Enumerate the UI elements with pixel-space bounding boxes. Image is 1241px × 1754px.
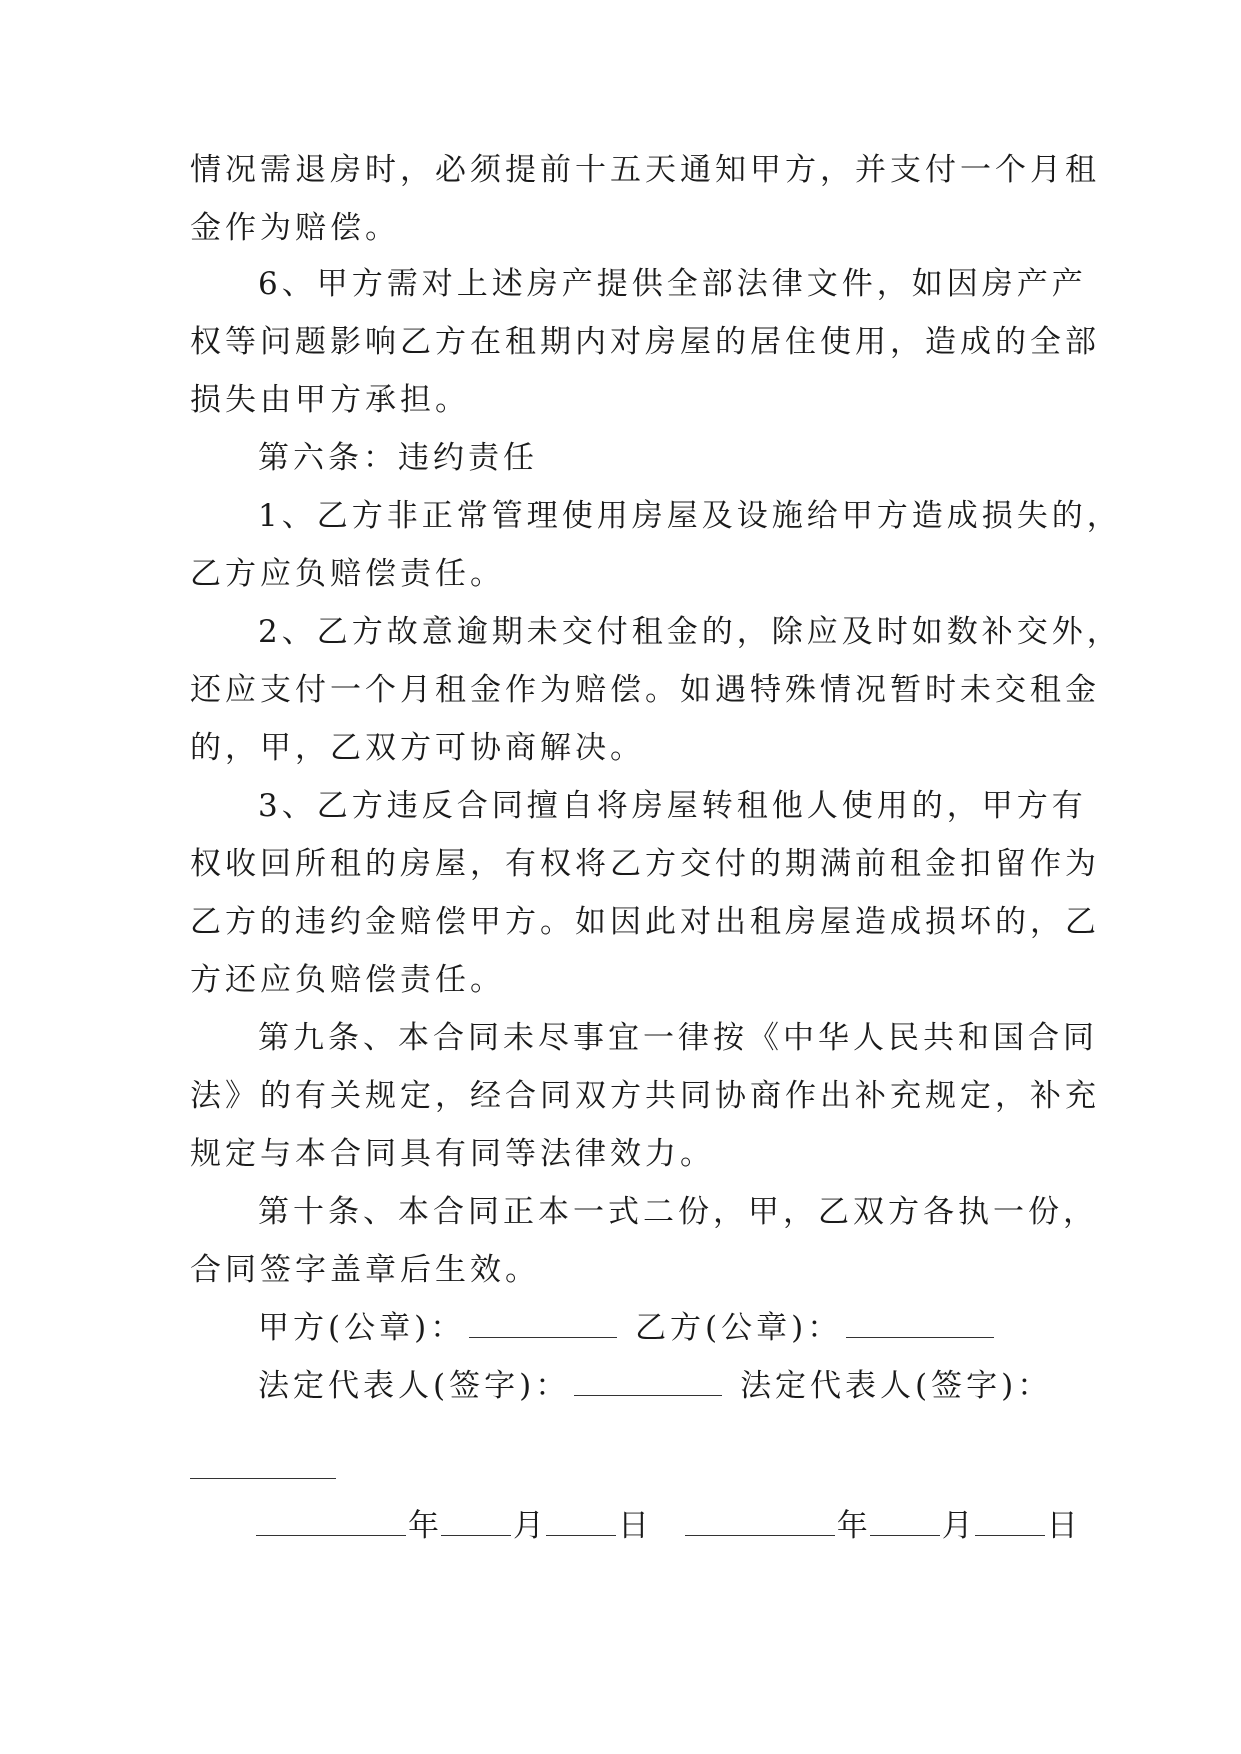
month-blank-a[interactable] bbox=[441, 1509, 511, 1536]
day-blank-b[interactable] bbox=[975, 1509, 1045, 1536]
rep-b-signature-blank[interactable] bbox=[190, 1478, 336, 1479]
month-label: 月 bbox=[513, 1508, 544, 1544]
paragraph-line: 乙方的违约金赔偿甲方。如因此对出租房屋造成损坏的，乙 bbox=[190, 904, 1100, 940]
paragraph-line: 2、乙方故意逾期未交付租金的，除应及时如数补交外， bbox=[258, 614, 1122, 650]
date-line bbox=[254, 1506, 1078, 1546]
party-a-seal-label: 甲方(公章)： bbox=[258, 1310, 466, 1346]
paragraph-line: 方还应负赔偿责任。 bbox=[190, 962, 505, 998]
paragraph-line: 1、乙方非正常管理使用房屋及设施给甲方造成损失的， bbox=[258, 498, 1122, 534]
rep-a-signature-blank[interactable] bbox=[574, 1369, 722, 1396]
paragraph-line: 法》的有关规定，经合同双方共同协商作出补充规定，补充 bbox=[190, 1078, 1100, 1114]
party-b-seal-label: 乙方(公章)： bbox=[635, 1310, 843, 1346]
party-a-seal-blank[interactable] bbox=[469, 1311, 617, 1338]
month-label: 月 bbox=[941, 1508, 973, 1544]
rep-a-label: 法定代表人(签字)： bbox=[258, 1368, 571, 1404]
paragraph-line: 6、甲方需对上述房产提供全部法律文件，如因房产产 bbox=[258, 266, 1087, 302]
paragraph-line: 第九条、本合同未尽事宜一律按《中华人民共和国合同 bbox=[258, 1020, 1098, 1056]
party-b-seal-blank[interactable] bbox=[846, 1311, 994, 1338]
paragraph-line: 还应支付一个月租金作为赔偿。如遇特殊情况暂时未交租金 bbox=[190, 672, 1100, 708]
day-blank-a[interactable] bbox=[546, 1509, 616, 1536]
paragraph-line: 金作为赔偿。 bbox=[190, 210, 400, 246]
paragraph-line: 3、乙方违反合同擅自将房屋转租他人使用的，甲方有 bbox=[258, 788, 1087, 824]
rep-b-label: 法定代表人(签字)： bbox=[740, 1368, 1053, 1404]
paragraph-line: 第十条、本合同正本一式二份，甲，乙双方各执一份， bbox=[258, 1194, 1098, 1230]
paragraph-line: 情况需退房时，必须提前十五天通知甲方，并支付一个月租 bbox=[190, 152, 1100, 188]
paragraph-line: 合同签字盖章后生效。 bbox=[190, 1252, 540, 1288]
month-blank-b[interactable] bbox=[870, 1509, 940, 1536]
paragraph-line: 损失由甲方承担。 bbox=[190, 382, 470, 418]
day-label: 日 bbox=[618, 1508, 649, 1544]
year-label: 年 bbox=[836, 1508, 868, 1544]
paragraph-line: 规定与本合同具有同等法律效力。 bbox=[190, 1136, 715, 1172]
day-label: 日 bbox=[1046, 1508, 1078, 1544]
paragraph-line: 的，甲，乙双方可协商解决。 bbox=[190, 730, 645, 766]
year-blank-a[interactable] bbox=[256, 1509, 406, 1536]
representative-line bbox=[258, 1366, 1138, 1406]
section-heading: 第六条：违约责任 bbox=[258, 440, 538, 476]
paragraph-line: 权收回所租的房屋，有权将乙方交付的期满前租金扣留作为 bbox=[190, 846, 1100, 882]
year-label: 年 bbox=[408, 1508, 439, 1544]
paragraph-line: 乙方应负赔偿责任。 bbox=[190, 556, 505, 592]
seal-line bbox=[258, 1308, 1138, 1348]
paragraph-line: 权等问题影响乙方在租期内对房屋的居住使用，造成的全部 bbox=[190, 324, 1100, 360]
year-blank-b[interactable] bbox=[685, 1509, 835, 1536]
